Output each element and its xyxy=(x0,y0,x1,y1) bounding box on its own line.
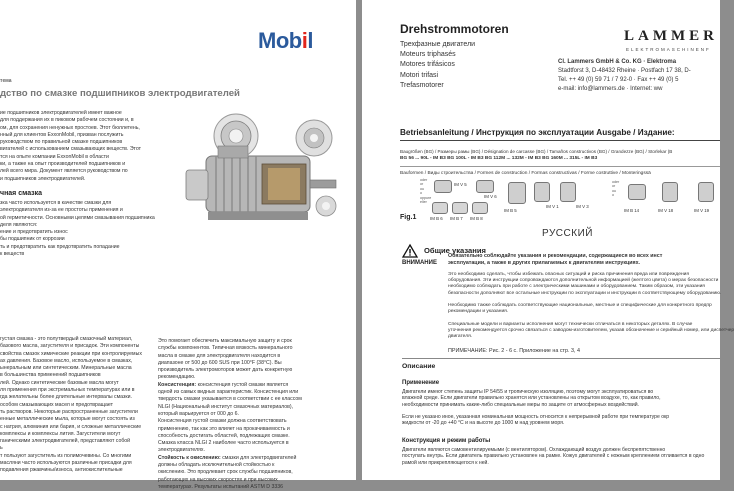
text-line: зка часто используется в качестве смазки для xyxy=(0,200,112,206)
text-span: консистенция густой смазки является xyxy=(197,381,289,388)
text-line: температурах. Результаты испытаний ASTM D 3336 xyxy=(158,483,284,490)
text-line: способность достигать областей, подлежащих смазке. xyxy=(158,432,290,439)
text-line: твердость смазки указывается в соответствии с ее классом xyxy=(158,396,302,403)
or-word: ou xyxy=(612,188,616,193)
divider xyxy=(400,140,720,141)
application-body xyxy=(402,389,720,427)
section-paragraph xyxy=(0,200,172,258)
mounting-forms-heading: Bauformen / Виды строительства / Formes de construction / Formas constructivas / Forme costruttive / Monteringssä xyxy=(400,171,651,176)
section-heading: чная смазка xyxy=(0,190,43,197)
application-title: Применение xyxy=(402,380,440,386)
text-line: производитель электромоторов может дать конкретную xyxy=(158,367,293,374)
viscosity-paragraph xyxy=(158,338,348,491)
text-line: руководством по правильной смазке подшипников xyxy=(0,139,123,146)
kicker: тема xyxy=(0,78,12,84)
text-line: Это необходимо сделать, чтобы избежать опасных ситуаций и риска причинения вреда или повреждения xyxy=(448,272,690,277)
text-line: должны обладать исключительной стойкостью к xyxy=(158,462,275,469)
text-line: Обязательно соблюдайте указания и рекомендации, содержащиеся во всех инст xyxy=(448,253,663,259)
or-word: eller xyxy=(420,200,427,205)
oxidation-label: Стойкость к окислению: xyxy=(158,454,221,461)
left-document-page xyxy=(0,0,356,490)
im-label: IM V 3 xyxy=(576,204,589,209)
right-document-page xyxy=(362,0,734,480)
text-line: деля являются: xyxy=(0,221,38,228)
text-line: густая смазка - это полутвердый смазочный материал, xyxy=(0,336,133,342)
page-title: дство по смазке подшипников электродвигателей xyxy=(0,88,240,99)
text-line: поступать внутрь. Если двигатель правильно установлен на рамке. Кожух двигателей с ножным креплением отливается в одно xyxy=(402,453,705,460)
text-line: базового масла, загустителя и присадок. Эти компоненты xyxy=(0,343,140,350)
grease-paragraph xyxy=(0,336,172,475)
text-line xyxy=(158,382,348,389)
text-line: окислению. Это продлевает срок службы подшипников, xyxy=(158,469,293,476)
text-line: нный для клиентов ExxonMobil, призван послужить xyxy=(0,131,124,138)
text-line: масла в смазке для электродвигателя находится в xyxy=(158,352,281,359)
im-label: IM B 8 xyxy=(470,216,483,221)
figure-note: ПРИМЕЧАНИЕ: Рис. 2 - 6 с. Приложение на стр. 3, 4 xyxy=(448,348,580,354)
text-line: ение и предотвратить износ xyxy=(0,229,68,236)
text-line: ть растворов. Некоторые распространенные загустители xyxy=(0,408,138,415)
warning-text xyxy=(448,253,720,268)
text-line: рекомендацию. xyxy=(158,374,196,381)
im-label: IM B 5 xyxy=(504,208,517,213)
company-line: Stadtforst 3, D-48432 Rheine · Postfach 17 38, D- xyxy=(558,68,691,74)
motor-drawing xyxy=(560,182,576,202)
construction-body xyxy=(402,447,720,466)
im-label: IM B 14 xyxy=(624,208,640,213)
company-line: e-mail: info@lammers.de · Internet: ww xyxy=(558,86,663,92)
motor-drawing xyxy=(434,180,452,193)
text-line: влажной среде. Если двигатели правильно хранятся или установлены на открытом воздухе, то, как правило, xyxy=(402,395,661,402)
text-line: подавления ржавчины/износа, антиокислительные xyxy=(0,467,123,474)
or-word: o xyxy=(420,191,422,196)
motor-drawing xyxy=(432,202,448,214)
divider xyxy=(400,166,720,167)
document-title: Drehstrommotoren xyxy=(400,22,509,36)
text-line: ганическими электродвигателей, представляют собой xyxy=(0,438,131,445)
text-line: масляни часто используются различные присадки для xyxy=(0,460,132,467)
text-line: комплексы и комплексы лития. Загустители могут xyxy=(0,430,121,437)
text-line: безопасности дополняют все остальные инструкции по эксплуатации и инструкции в соответствующему оборудованию. xyxy=(448,290,722,296)
im-label: IM V 1 xyxy=(546,204,559,209)
mobil-logo: Mobil xyxy=(258,28,313,53)
text-line: жидкости от -20 до +40 °C и на высоте до 1000 м над уровнем моря. xyxy=(402,420,565,427)
warning-icon xyxy=(402,244,418,258)
text-line: эксплуатации, а также в других прилагаемых к двигателям инструкциях. xyxy=(448,260,641,267)
text-line: к веществ xyxy=(0,251,25,258)
text-line: ах давления. Базовое масло, используемое в смазках, xyxy=(0,357,133,364)
text-line: ынеральным или синтетическим. Минеральные масла xyxy=(0,365,132,372)
text-line: особом смазывающих масел и предотвращает xyxy=(0,401,114,408)
motor-type: Трехфазные двигатели xyxy=(400,41,476,48)
consistency-label: Консистенция: xyxy=(158,381,197,388)
text-line: в большинства применений подшипников xyxy=(0,372,101,379)
text-line: ие подшипников электродвигателей имеет важное xyxy=(0,110,122,116)
text-line: Если не указано иное, указанная номинальная мощность относится к непрерывной работе при температуре окр xyxy=(402,414,670,421)
motor-cutaway-illustration xyxy=(178,110,346,228)
motor-drawing xyxy=(452,202,468,214)
text-line: т пользуют загуститель из полимочевины. Со многими xyxy=(0,452,132,459)
general-notes-title: Общие указания xyxy=(424,246,486,255)
text-line: рекомендации и указания. xyxy=(448,309,509,315)
text-line: вигателей с использованием смазывающих веществ. Этот xyxy=(0,146,142,153)
text-line: который варьируется от 000 до 6. xyxy=(158,410,239,417)
figure-label: Fig.1 xyxy=(400,214,417,221)
company-line: Tel. ++ 49 (0) 59 71 / 7 92-0 · Fax ++ 49 (0) 5 xyxy=(558,77,679,83)
text-line: ой герметичности. Основными целями смазывания подшипника xyxy=(0,214,155,221)
motor-drawing xyxy=(698,182,714,202)
text-line: ть и предотвратить как предотвратить попадание xyxy=(0,243,120,250)
motor-drawing xyxy=(508,182,526,204)
im-label: IM B 6 xyxy=(430,216,443,221)
text-line: лей. Однако синтетические базовые масла могут xyxy=(0,379,119,386)
motor-type: Trefasmotorer xyxy=(400,81,444,89)
mounting-figure xyxy=(400,178,720,226)
frame-sizes-values: BG 56 ... 90L - IM B3 BG 100L - IM B3 BG 112M ... 132M - IM B3 BG 160M ... 315L - IM B3 xyxy=(400,156,598,161)
or-word: or xyxy=(612,184,616,189)
im-label: IM V 5 xyxy=(454,182,467,187)
company-name: Cl. Lammers GmbH & Co. KG · Elektroma xyxy=(558,59,677,65)
motor-type: Motores trifásicos xyxy=(400,61,455,69)
text-line: диапазоне от 500 до 600 SUS при 100°F (38°C). Вы xyxy=(158,359,282,366)
text-line: ки, а также на опыт производителей подшипников и xyxy=(0,161,126,168)
text-line: Консистенция густой смазки должна соответствовать xyxy=(158,418,287,425)
or-word: ou xyxy=(420,186,424,191)
company-address xyxy=(558,58,720,94)
text-line xyxy=(158,455,348,462)
text-line: ом, для сохранения ненужных простоев. Этот бюллетень, xyxy=(0,124,140,131)
text-line: Двигатели имеют степень защиты IP 54/55 и тропическую изоляцию, поэтому могут эксплуатироваться во xyxy=(402,389,654,395)
lammers-logo: LAMMER xyxy=(624,28,718,44)
text-line: электродвигателях. xyxy=(158,447,205,454)
text-line: гда желательны более длительные интервалы смазки. xyxy=(0,394,132,401)
text-line: Двигатели являются самовентилируемыми (с вентилятором). Охлаждающий воздух должен беспрепятственно xyxy=(402,447,666,453)
text-line: ля применения при экстремальных температурах или в xyxy=(0,387,135,394)
text-line: необходимости принимать какие-либо специальные меры по защите от атмосферных воздействий. xyxy=(402,401,639,408)
text-line: лей всего мира. Документ является руководством по xyxy=(0,168,128,175)
motor-type: Motori trifasi xyxy=(400,71,439,79)
text-line: необходимо соблюдать при работе с электрическими машинами и оборудованием. Таким образом, эти указания xyxy=(448,284,705,290)
text-line: Смазка класса NLGI 2 наиболее часто используется в xyxy=(158,440,289,447)
text-line: енные металлические мыла, которые могут состоять из xyxy=(0,416,135,423)
intro-paragraph xyxy=(0,110,172,183)
lammers-logo-sub: ELEKTROMASCHINENF xyxy=(626,47,711,52)
text-line: для поддержания их в пиковом рабочем состоянии и, в xyxy=(0,117,134,124)
text-line: бы подшипник от коррозии xyxy=(0,236,65,243)
or-word: oppure xyxy=(420,195,432,200)
text-line: работающих на высоких скоростях и при высоких xyxy=(158,476,278,483)
text-line: и подшипников электродвигателей. xyxy=(0,175,86,182)
text-line: одной из самых видных характеристик. Консистенция или xyxy=(158,389,299,396)
im-label: IM V 6 xyxy=(484,194,497,199)
im-label: IM V 18 xyxy=(658,208,674,213)
text-line: Специальные модели и варианты исполнения могут технически отличаться в некоторых деталях. В случае xyxy=(448,321,693,327)
or-note xyxy=(420,178,431,204)
motor-type-list xyxy=(400,40,475,91)
general-notes-body xyxy=(448,272,734,340)
text-line: оборудования. Эти инструкции сопровождаются дополнительной информацией (желтого цвета) о мерах безопасности xyxy=(448,278,719,284)
construction-title: Конструкция и режим работы xyxy=(402,438,491,444)
divider xyxy=(402,358,720,359)
text-span: смазки для электродвигателей xyxy=(222,454,297,461)
or-word: oder xyxy=(420,178,428,182)
text-line: двигателя. xyxy=(448,334,473,340)
text-line: свойства смазок химические реакции при контролируемых xyxy=(0,350,142,357)
im-label: IM V 19 xyxy=(694,208,710,213)
warning-label: ВНИМАНИЕ xyxy=(402,260,437,266)
text-line: NLGI (Национальный институт смазочных материалов), xyxy=(158,403,294,410)
motor-drawing xyxy=(472,202,488,214)
language-heading: РУССКИЙ xyxy=(542,228,593,239)
text-line: Необходимо также соблюдать соответствующие национальные, местные и специфические для конкретного предпр xyxy=(448,303,712,309)
motor-drawing xyxy=(662,182,678,202)
text-line: уточнения рекомендуется срочно связаться с заводом-изготовителем, указав обозначение и серийный номер, или диспетчер xyxy=(448,327,734,333)
or-word: o xyxy=(612,193,614,198)
motor-type: Moteurs triphasés xyxy=(400,51,456,59)
description-title: Описание xyxy=(402,363,436,370)
text-line: Это помогает обеспечить максимальную защиту и срок xyxy=(158,338,292,344)
text-line: с натрия, алюминия или бария, и сложные металлические xyxy=(0,423,142,430)
text-line: тся на опыте компании ExxonMobil в области xyxy=(0,153,109,160)
motor-drawing xyxy=(628,184,646,200)
text-line: рамой или прикрепляющегося к ней. xyxy=(402,459,489,466)
text-line: службы компонентов. Типичная вязкость минерального xyxy=(158,345,293,352)
text-line: ь xyxy=(0,445,3,452)
or-word: or xyxy=(420,182,424,187)
text-line: электродвигателя из-за ее простоты применения и xyxy=(0,207,123,214)
motor-drawing xyxy=(534,182,550,202)
motor-drawing xyxy=(476,180,494,193)
frame-sizes-heading: Baugrößen (BG) / Размеры рамы (BG) / Désignation de carcasse (BG) / Tamaños constructivos (BG) / Grandezze (BG) / Storlekar (B xyxy=(400,149,673,154)
text-line: применению, так как это влияет на прокачиваемость и xyxy=(158,425,290,432)
or-word: oder xyxy=(612,180,620,184)
im-label: IM B 7 xyxy=(450,216,463,221)
manual-title: Betriebsanleitung / Инструкция по эксплуатации Ausgabe / Издание: xyxy=(400,128,675,137)
or-note xyxy=(612,180,619,198)
